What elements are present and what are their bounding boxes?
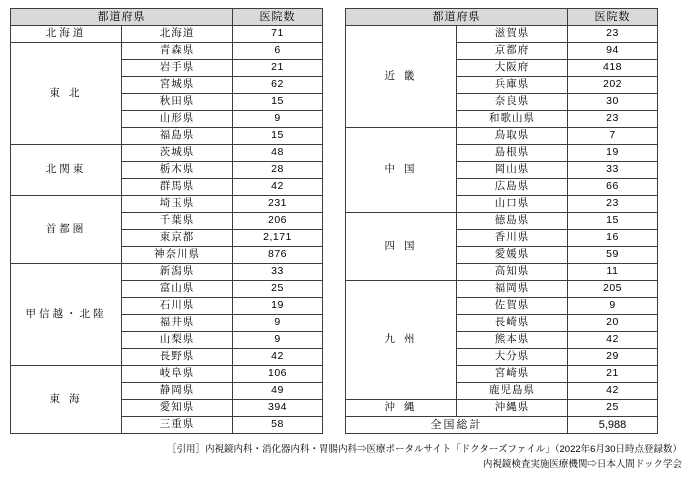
- prefecture-cell: 山形県: [122, 111, 233, 128]
- prefecture-cell: 兵庫県: [457, 77, 568, 94]
- prefecture-cell: 三重県: [122, 417, 233, 434]
- count-cell: 394: [233, 400, 323, 417]
- count-cell: 9: [233, 111, 323, 128]
- table-head: [11, 9, 323, 26]
- prefecture-cell: 大阪府: [457, 60, 568, 77]
- region-cell: 北海道: [11, 26, 122, 43]
- count-cell: 418: [568, 60, 658, 77]
- header-row: [11, 9, 323, 26]
- column-header-count: 医院数: [233, 9, 323, 26]
- prefecture-cell: 徳島県: [457, 213, 568, 230]
- prefecture-cell: 滋賀県: [457, 26, 568, 43]
- prefecture-cell: 長野県: [122, 349, 233, 366]
- count-cell: 106: [233, 366, 323, 383]
- count-cell: 42: [568, 383, 658, 400]
- prefecture-cell: 鳥取県: [457, 128, 568, 145]
- count-cell: 29: [568, 349, 658, 366]
- prefecture-cell: 埼玉県: [122, 196, 233, 213]
- count-cell: 20: [568, 315, 658, 332]
- count-cell: 23: [568, 196, 658, 213]
- prefecture-cell: 愛媛県: [457, 247, 568, 264]
- prefecture-cell: 佐賀県: [457, 298, 568, 315]
- count-cell: 66: [568, 179, 658, 196]
- table-row: [11, 264, 323, 281]
- region-cell: 四 国: [346, 213, 457, 281]
- table-head: [346, 9, 658, 26]
- prefecture-cell: 青森県: [122, 43, 233, 60]
- count-cell: 49: [233, 383, 323, 400]
- count-cell: 205: [568, 281, 658, 298]
- prefecture-cell: 山口県: [457, 196, 568, 213]
- count-cell: 231: [233, 196, 323, 213]
- prefecture-cell: 島根県: [457, 145, 568, 162]
- count-cell: 25: [568, 400, 658, 417]
- prefecture-cell: 茨城県: [122, 145, 233, 162]
- count-cell: 58: [233, 417, 323, 434]
- column-header-prefecture: 都道府県: [346, 9, 568, 26]
- prefecture-cell: 秋田県: [122, 94, 233, 111]
- prefecture-cell: 大分県: [457, 349, 568, 366]
- count-cell: 94: [568, 43, 658, 60]
- table-row: [346, 26, 658, 43]
- prefecture-cell: 福岡県: [457, 281, 568, 298]
- prefecture-cell: 石川県: [122, 298, 233, 315]
- footnote: [10, 443, 690, 472]
- count-cell: 21: [568, 366, 658, 383]
- prefecture-cell: 沖縄県: [457, 400, 568, 417]
- count-cell: 42: [233, 179, 323, 196]
- count-cell: 876: [233, 247, 323, 264]
- count-cell: 11: [568, 264, 658, 281]
- count-cell: 48: [233, 145, 323, 162]
- count-cell: 23: [568, 26, 658, 43]
- prefecture-cell: 富山県: [122, 281, 233, 298]
- count-cell: 42: [233, 349, 323, 366]
- prefecture-cell: 山梨県: [122, 332, 233, 349]
- footnote-line-2: 内視鏡検査実施医療機関⇨日本人間ドック学会: [482, 458, 682, 470]
- total-row: [346, 417, 658, 434]
- count-cell: 33: [233, 264, 323, 281]
- count-cell: 15: [233, 94, 323, 111]
- count-cell: 16: [568, 230, 658, 247]
- count-cell: 15: [568, 213, 658, 230]
- count-cell: 19: [233, 298, 323, 315]
- count-cell: 21: [233, 60, 323, 77]
- prefecture-cell: 長崎県: [457, 315, 568, 332]
- count-cell: 42: [568, 332, 658, 349]
- prefecture-cell: 香川県: [457, 230, 568, 247]
- table-row: [11, 145, 323, 162]
- region-cell: 甲信越・北陸: [11, 264, 122, 366]
- prefecture-cell: 京都府: [457, 43, 568, 60]
- count-cell: 9: [568, 298, 658, 315]
- region-cell: 東 北: [11, 43, 122, 145]
- prefecture-cell: 東京都: [122, 230, 233, 247]
- count-cell: 33: [568, 162, 658, 179]
- region-cell: 北関東: [11, 145, 122, 196]
- count-cell: 15: [233, 128, 323, 145]
- clinic-count-table-west: [345, 8, 658, 434]
- table-row: [11, 196, 323, 213]
- region-cell: 近 畿: [346, 26, 457, 128]
- prefecture-cell: 和歌山県: [457, 111, 568, 128]
- count-cell: 7: [568, 128, 658, 145]
- table-row: [11, 26, 323, 43]
- header-row: [346, 9, 658, 26]
- prefecture-cell: 高知県: [457, 264, 568, 281]
- table-row: [346, 128, 658, 145]
- prefecture-cell: 熊本県: [457, 332, 568, 349]
- count-cell: 2,171: [233, 230, 323, 247]
- table-body: [11, 26, 323, 434]
- tables-container: [10, 8, 690, 434]
- count-cell: 202: [568, 77, 658, 94]
- total-value: 5,988: [568, 417, 658, 434]
- prefecture-cell: 千葉県: [122, 213, 233, 230]
- table-body: [346, 26, 658, 434]
- count-cell: 30: [568, 94, 658, 111]
- total-label: 全国総計: [346, 417, 568, 434]
- clinic-count-table-east: [10, 8, 323, 434]
- count-cell: 28: [233, 162, 323, 179]
- count-cell: 19: [568, 145, 658, 162]
- footnote-line-1: ［引用］内視鏡内科・消化器内科・胃腸内科⇒医療ポータルサイト「ドクターズファイル」（2022年6月30日時点登録数）: [166, 444, 682, 455]
- count-cell: 71: [233, 26, 323, 43]
- prefecture-cell: 広島県: [457, 179, 568, 196]
- table-row: [346, 281, 658, 298]
- prefecture-cell: 静岡県: [122, 383, 233, 400]
- count-cell: 59: [568, 247, 658, 264]
- region-cell: 東 海: [11, 366, 122, 434]
- count-cell: 62: [233, 77, 323, 94]
- column-header-prefecture: 都道府県: [11, 9, 233, 26]
- region-cell: 九 州: [346, 281, 457, 400]
- count-cell: 23: [568, 111, 658, 128]
- prefecture-cell: 新潟県: [122, 264, 233, 281]
- prefecture-cell: 岩手県: [122, 60, 233, 77]
- count-cell: 25: [233, 281, 323, 298]
- table-row: [11, 366, 323, 383]
- region-cell: 沖 縄: [346, 400, 457, 417]
- prefecture-cell: 岐阜県: [122, 366, 233, 383]
- prefecture-cell: 群馬県: [122, 179, 233, 196]
- count-cell: 9: [233, 332, 323, 349]
- prefecture-cell: 福島県: [122, 128, 233, 145]
- table-row: [11, 43, 323, 60]
- table-row: [346, 213, 658, 230]
- region-cell: 中 国: [346, 128, 457, 213]
- prefecture-cell: 北海道: [122, 26, 233, 43]
- prefecture-cell: 福井県: [122, 315, 233, 332]
- prefecture-cell: 栃木県: [122, 162, 233, 179]
- prefecture-cell: 鹿児島県: [457, 383, 568, 400]
- count-cell: 9: [233, 315, 323, 332]
- prefecture-cell: 奈良県: [457, 94, 568, 111]
- table-row: [346, 400, 658, 417]
- prefecture-cell: 神奈川県: [122, 247, 233, 264]
- prefecture-cell: 岡山県: [457, 162, 568, 179]
- prefecture-cell: 宮崎県: [457, 366, 568, 383]
- count-cell: 6: [233, 43, 323, 60]
- prefecture-cell: 愛知県: [122, 400, 233, 417]
- column-header-count: 医院数: [568, 9, 658, 26]
- prefecture-cell: 宮城県: [122, 77, 233, 94]
- region-cell: 首都圏: [11, 196, 122, 264]
- count-cell: 206: [233, 213, 323, 230]
